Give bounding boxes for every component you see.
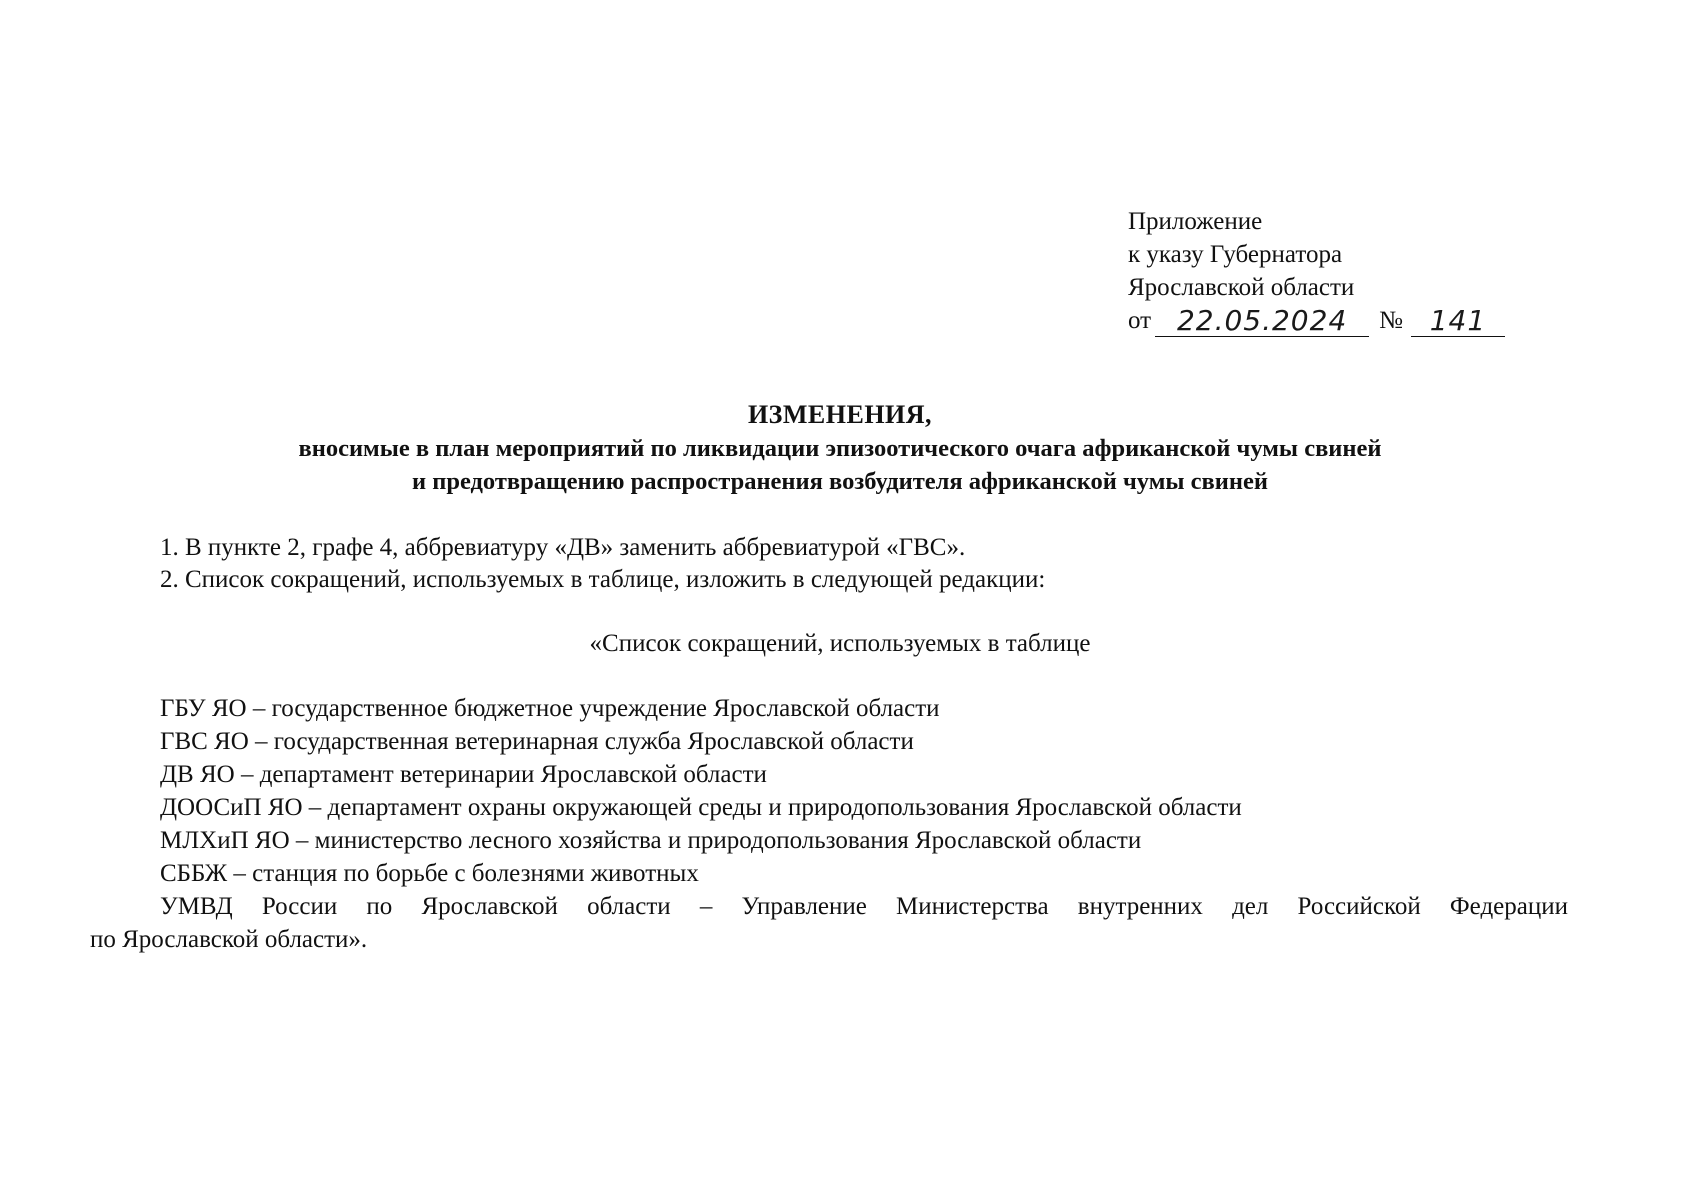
abbreviation-item-last [90,890,1568,956]
title-subtitle-line-1: вносимые в план мероприятий по ликвидации эпизоотического очага африканской чумы свиней [298,435,1382,462]
abbreviation-item: МЛХиП ЯО – министерство лесного хозяйства и природопользования Ярославской области [160,827,1142,854]
appendix-line-3: Ярославской области [1128,274,1355,301]
paragraph-2: 2. Список сокращений, используемых в таблице, изложить в следующей редакции: [160,566,1046,593]
abbreviation-item: СББЖ – станция по борьбе с болезнями животных [160,860,699,887]
document-title [90,398,1590,498]
abbreviation-item: ДВ ЯО – департамент ветеринарии Ярославской области [160,761,767,788]
from-prefix: от [1128,307,1152,334]
abbreviation-item: ГБУ ЯО – государственное бюджетное учреждение Ярославской области [160,695,940,722]
abbreviation-item: ГВС ЯО – государственная ветеринарная служба Ярославской области [160,728,914,755]
paragraph-1: 1. В пункте 2, графе 4, аббревиатуру «ДВ» заменить аббревиатурой «ГВС». [160,534,966,561]
handwritten-date: 22.05.2024 [1155,306,1369,337]
abbreviation-item: ДООСиП ЯО – департамент охраны окружающей среды и природопользования Ярославской области [160,794,1242,821]
handwritten-number: 141 [1411,306,1505,337]
appendix-line-1: Приложение [1128,208,1263,235]
appendix-line-2: к указу Губернатора [1128,241,1343,268]
last-entry-line-2: по Ярославской области». [90,926,368,953]
appendix-block [1128,205,1505,337]
title-subtitle-line-2: и предотвращению распространения возбудителя африканской чумы свиней [411,468,1269,495]
abbreviation-list-title: «Список сокращений, используемых в таблице [589,630,1091,657]
number-sign: № [1379,307,1403,334]
date-number-line [1128,304,1505,337]
last-entry-line-1: УМВД России по Ярославской области – Управление Министерства внутренних дел Российской Федерации [160,893,1568,920]
title-main: ИЗМЕНЕНИЯ, [747,400,933,429]
